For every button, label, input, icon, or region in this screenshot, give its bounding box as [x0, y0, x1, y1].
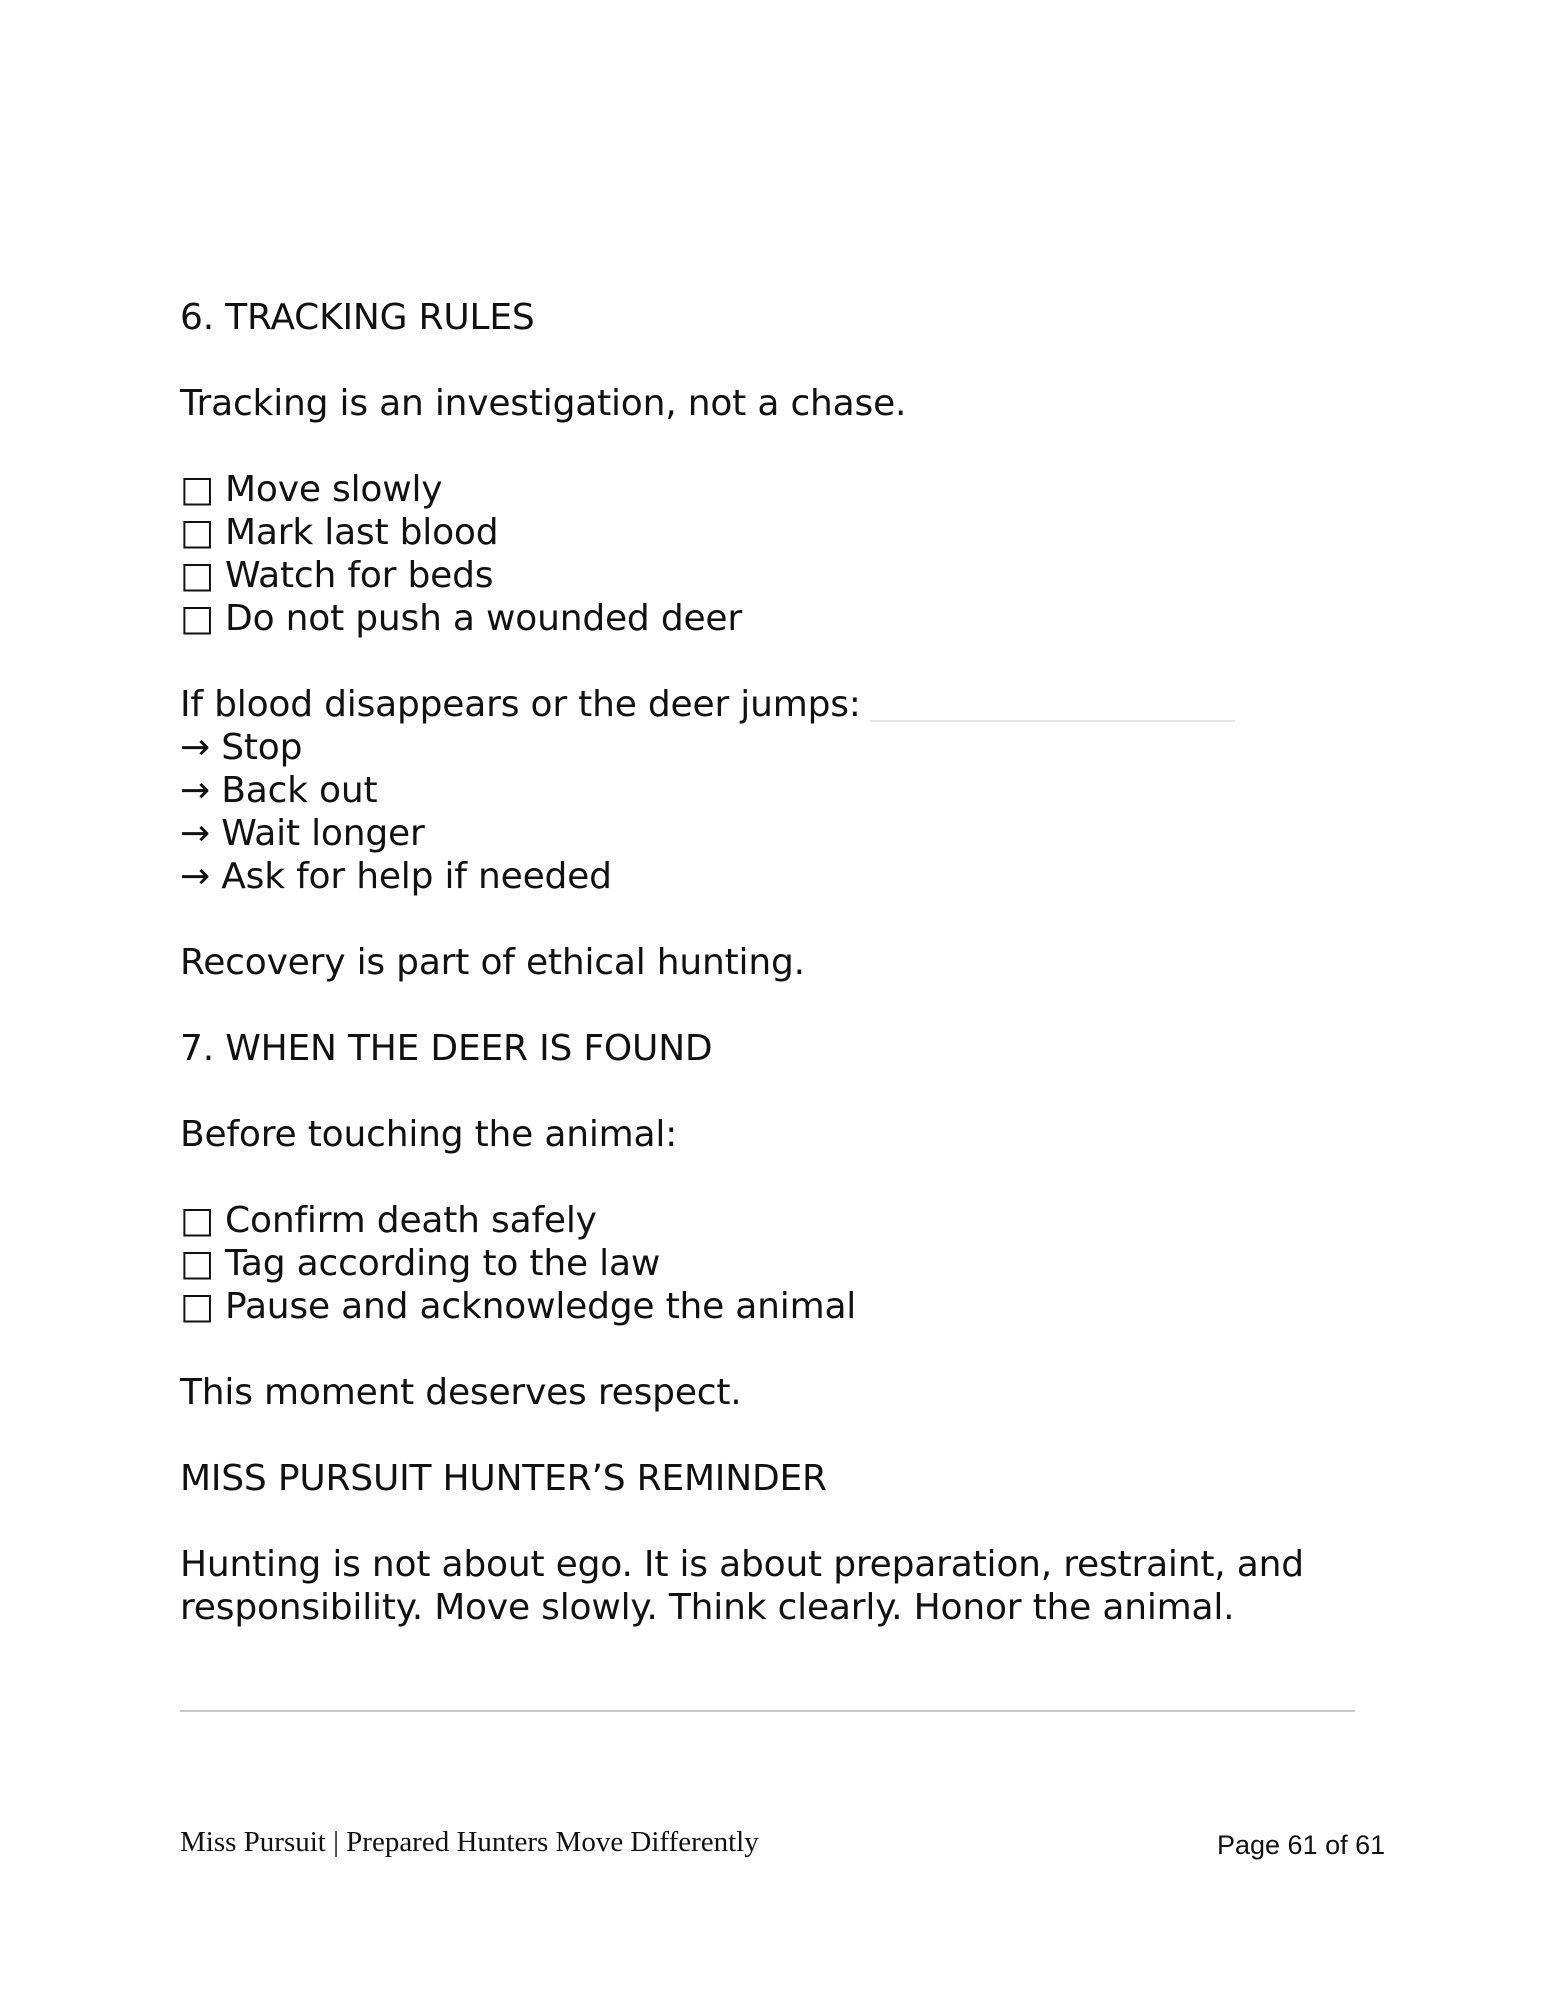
section-6-heading: 6. TRACKING RULES — [180, 297, 535, 338]
checklist-item: □ Move slowly — [180, 469, 443, 510]
step-item: → Back out — [180, 770, 378, 811]
section-7-intro: Before touching the animal: — [180, 1114, 678, 1155]
checklist-item: □ Tag according to the law — [180, 1243, 661, 1284]
tracking-checklist — [180, 468, 1380, 640]
page-number: Page 61 of 61 — [1217, 1830, 1386, 1860]
checklist-item: □ Do not push a wounded deer — [180, 598, 742, 639]
checklist-item: □ Pause and acknowledge the animal — [180, 1286, 857, 1327]
section-7-heading: 7. WHEN THE DEER IS FOUND — [180, 1028, 713, 1069]
step-item: → Ask for help if needed — [180, 856, 612, 897]
tracking-condition: If blood disappears or the deer jumps: — [180, 684, 861, 725]
section-6-intro: Tracking is an investigation, not a chase. — [180, 383, 907, 424]
checklist-item: □ Confirm death safely — [180, 1200, 597, 1241]
faint-divider — [870, 720, 1235, 722]
step-item: → Stop — [180, 727, 303, 768]
section-7-closing: This moment deserves respect. — [180, 1372, 742, 1413]
section-6-closing: Recovery is part of ethical hunting. — [180, 942, 805, 983]
checklist-item: □ Watch for beds — [180, 555, 494, 596]
document-body — [180, 296, 1380, 1629]
tracking-steps — [180, 726, 1380, 898]
footer-divider — [180, 1710, 1355, 1712]
found-checklist — [180, 1199, 1380, 1328]
step-item: → Wait longer — [180, 813, 425, 854]
reminder-body: Hunting is not about ego. It is about preparation, restraint, and responsibility. Move slowly. Think clearly. Honor the animal. — [180, 1544, 1304, 1628]
reminder-heading: MISS PURSUIT HUNTER’S REMINDER — [180, 1458, 827, 1499]
checklist-item: □ Mark last blood — [180, 512, 499, 553]
footer-tagline: Miss Pursuit | Prepared Hunters Move Differently — [180, 1826, 759, 1858]
